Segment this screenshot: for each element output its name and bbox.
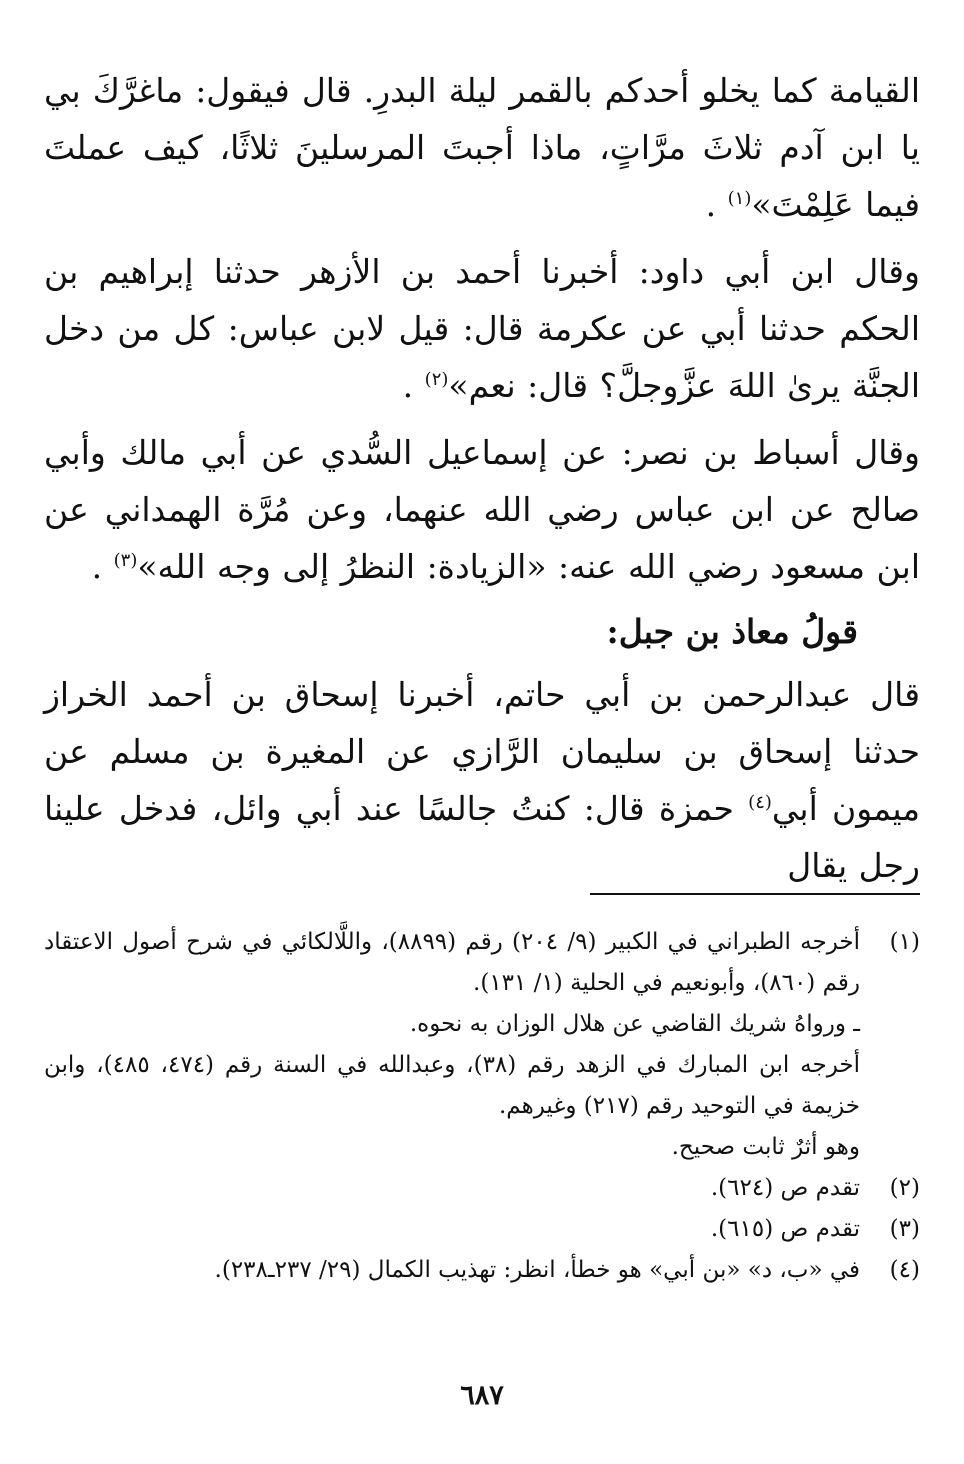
footnote-3-text: تقدم ص (٦١٥).: [710, 1216, 860, 1242]
footnote-ref-1: (١): [727, 188, 752, 209]
paragraph-4-text-before: قال عبدالرحمن بن أبي حاتم، أخبرنا إسحاق بن أحمد الخراز حدثنا إسحاق بن سليمان الرَّازي عن المغيرة بن مسلم عن ميمون أبي: [44, 675, 921, 828]
paragraph-3-text: وقال أسباط بن نصر: عن إسماعيل السُّدي عن أبي مالك وأبي صالح عن ابن عباس رضي الله عنهما، وعن مُرَّة الهمداني عن ابن مسعود رضي الله عنه: «الزيادة: النظرُ إلى وجه الله»: [44, 433, 920, 586]
paragraph-3-end: .: [91, 547, 103, 586]
paragraph-2-end: .: [402, 366, 414, 405]
footnote-1-text: أخرجه الطبراني في الكبير (٩/ ٢٠٤) رقم (٨٨٩٩)، واللَّالكائي في شرح أصول الاعتقاد رقم (٨٦٠)، وأبونعيم في الحلية (١/ ١٣١).: [44, 929, 861, 996]
paragraph-2-text: وقال ابن أبي داود: أخبرنا أحمد بن الأزهر حدثنا إبراهيم بن الحكم حدثنا أبي عن عكرمة قال: قيل لابن عباس: كل من دخل الجنَّة يرىٰ اللهَ عزَّوجلَّ؟ قال: نعم»: [44, 252, 920, 405]
footnote-2: [44, 1168, 920, 1209]
footnotes: [44, 922, 920, 1291]
footnote-4-number: (٤): [889, 1257, 920, 1283]
paragraph-2: [44, 243, 920, 414]
footnote-3-number: (٣): [889, 1216, 920, 1242]
footnote-1-continuation-1: ـ ورواهُ شريك القاضي عن هلال الوزان به نحوه.: [409, 1011, 860, 1037]
footnote-4: [44, 1250, 920, 1291]
page-number: ٦٨٧: [460, 1380, 504, 1411]
footnote-1-continuation-3: وهو أثرٌ ثابت صحيح.: [671, 1134, 860, 1160]
section-heading: قولُ معاذ بن جبل:: [606, 612, 858, 651]
footnote-1-number: (١): [889, 929, 920, 955]
paragraph-1-end: .: [705, 185, 717, 224]
footnote-divider: [590, 893, 920, 895]
footnote-2-text: تقدم ص (٦٢٤).: [710, 1175, 860, 1201]
footnote-ref-3: (٣): [113, 550, 138, 571]
footnote-ref-2: (٢): [424, 369, 449, 390]
paragraph-1: [44, 62, 920, 233]
main-text: [44, 62, 920, 904]
paragraph-4-text-after: حمزة قال: كنتُ جالسًا عند أبي وائل، فدخل علينا رجل يقال: [44, 789, 920, 885]
footnote-1-continuation-2: أخرجه ابن المبارك في الزهد رقم (٣٨)، وعبدالله في السنة رقم (٤٧٤، ٤٨٥)، وابن خزيمة في التوحيد رقم (٢١٧) وغيرهم.: [44, 1052, 861, 1119]
footnote-1: [44, 922, 920, 1004]
footnote-4-text: في «ب، د» «بن أبي» هو خطأ، انظر: تهذيب الكمال (٢٩/ ٢٣٧ـ٢٣٨).: [214, 1257, 860, 1283]
footnote-ref-4: (٤): [748, 792, 772, 813]
footnote-2-number: (٢): [889, 1175, 920, 1201]
paragraph-1-text: القيامة كما يخلو أحدكم بالقمر ليلة البدرِ. قال فيقول: ماغرَّكَ بي يا ابن آدم ثلاثَ مرَّاتٍ، ماذا أجبتَ المرسلينَ ثلاثًا، كيف عملتَ فيما عَلِمْتَ»: [44, 71, 920, 224]
paragraph-3: [44, 424, 920, 595]
footnote-3: [44, 1209, 920, 1250]
paragraph-4: [44, 666, 920, 894]
